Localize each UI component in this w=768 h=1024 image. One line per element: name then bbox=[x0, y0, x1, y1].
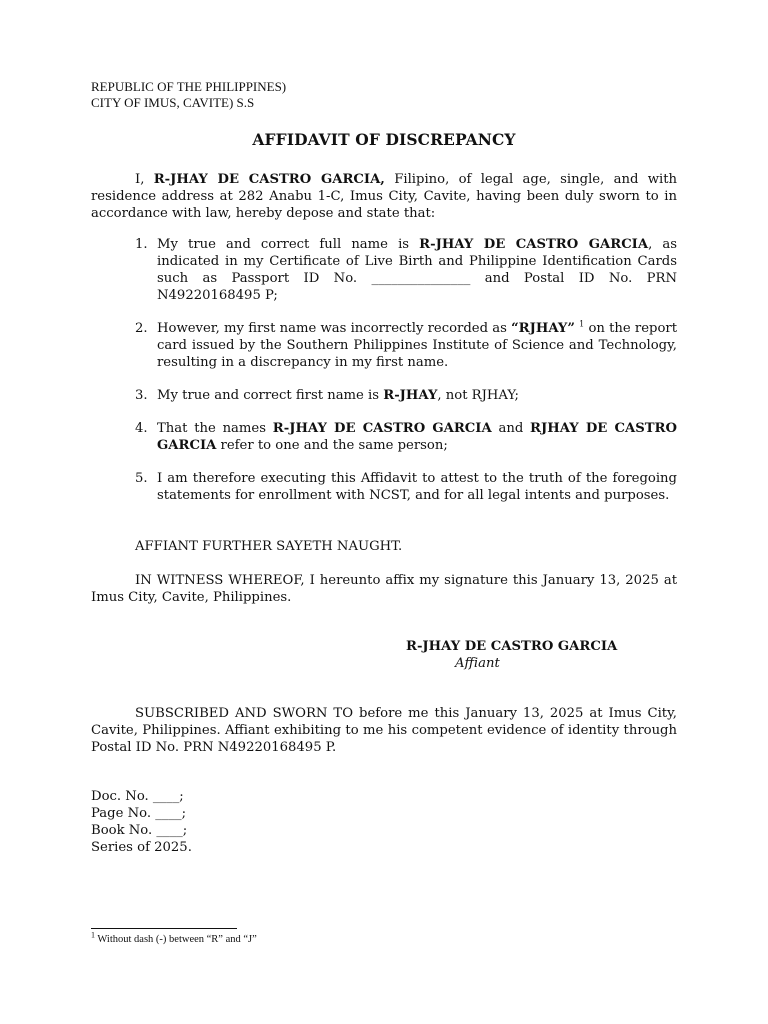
doc-number: Doc. No. ____; bbox=[91, 789, 184, 804]
witness-paragraph: IN WITNESS WHEREOF, I hereunto affix my signature this January 13, 2025 at Imus City, Cavite, Philippines. bbox=[91, 573, 677, 605]
page-number: Page No. ____; bbox=[91, 806, 187, 821]
footnote: $^1$ Without dash (-) between “R” and “J” bbox=[91, 930, 257, 945]
list-item: 5. I am therefore executing this Affidavit to attest to the truth of the foregoing statements for enrollment with NCST, and for all legal intents and purposes. bbox=[135, 471, 677, 503]
book-number: Book No. ____; bbox=[91, 823, 188, 838]
venue-line-2: CITY OF IMUS, CAVITE) S.S bbox=[91, 95, 255, 110]
footnote-divider bbox=[91, 928, 237, 929]
list-item: 3. My true and correct first name is R-JHAY, not RJHAY; bbox=[135, 388, 519, 403]
document-title: AFFIDAVIT OF DISCREPANCY bbox=[252, 130, 516, 149]
list-item: 1. My true and correct full name is R-JHAY DE CASTRO GARCIA, as indicated in my Certificate of Live Birth and Philippine Identification Cards such as Passport ID No. _______________ and Postal ID No. PRN N49220168495 P; bbox=[135, 237, 678, 303]
venue-line-1: REPUBLIC OF THE PHILIPPINES) bbox=[91, 79, 287, 94]
signatory-role: Affiant bbox=[455, 656, 500, 671]
notarial-register bbox=[91, 788, 192, 856]
affiant-name: R-JHAY DE CASTRO GARCIA, bbox=[153, 172, 385, 187]
intro-paragraph: I, R-JHAY DE CASTRO GARCIA, Filipino, of legal age, single, and with residence address at 282 Anabu 1-C, Imus City, Cavite, having been duly sworn to in accordance with law, hereby depose and state that: bbox=[91, 172, 678, 221]
jurat-paragraph: SUBSCRIBED AND SWORN TO before me this January 13, 2025 at Imus City, Cavite, Philippines. Affiant exhibiting to me his competent evidence of identity through Postal ID No. PRN N49220168495 P. bbox=[91, 706, 677, 755]
signature-block bbox=[406, 638, 617, 672]
venue-block bbox=[91, 79, 286, 111]
list-item: 2. However, my first name was incorrectly recorded as “RJHAY” $^1$ on the report card issued by the Southern Philippines Institute of Science and Technology, resulting in a discrepancy in my first name. bbox=[135, 319, 677, 370]
signatory-name: R-JHAY DE CASTRO GARCIA bbox=[406, 639, 618, 654]
footnote-ref: 1 bbox=[579, 319, 585, 329]
statement-list bbox=[135, 236, 677, 520]
series-year: Series of 2025. bbox=[91, 840, 192, 855]
further-statement: AFFIANT FURTHER SAYETH NAUGHT. bbox=[135, 539, 403, 554]
list-item: 4. That the names R-JHAY DE CASTRO GARCIA and RJHAY DE CASTRO GARCIA refer to one and the same person; bbox=[135, 421, 677, 453]
